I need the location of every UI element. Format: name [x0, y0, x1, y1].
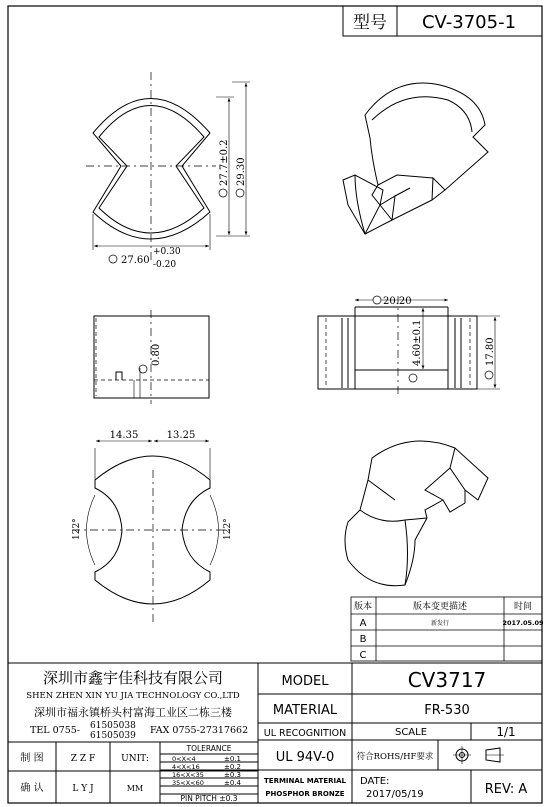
pin-pitch: PIN PITCH ±0.3: [180, 794, 238, 803]
material-label: MATERIAL: [272, 703, 338, 718]
rev-row-c-ver: C: [359, 650, 367, 661]
scale-value: 1/1: [496, 725, 516, 739]
dim-height-outer: [236, 157, 247, 197]
dim-width: [109, 247, 181, 270]
svg-text:20.20: 20.20: [383, 296, 412, 307]
bottom-view: [72, 441, 232, 625]
header-box: [343, 6, 542, 36]
terminal-label: TERMINAL MATERIAL: [264, 777, 346, 785]
unit-label: UNIT:: [121, 754, 149, 764]
rev-value: REV: A: [484, 782, 528, 797]
material-value: FR-530: [424, 703, 470, 718]
company-tel-label: TEL 0755-: [30, 725, 80, 736]
dim-height-inner: [219, 139, 230, 197]
dim-slot-width: [373, 296, 412, 307]
svg-text:27.7±0.2: 27.7±0.2: [219, 139, 230, 186]
company-tel-2: 61505039: [90, 731, 136, 741]
type-label: 型号: [353, 13, 387, 33]
model-value: CV3717: [407, 668, 487, 692]
rev-row-a-desc: 新发行: [430, 620, 450, 627]
tol-range-2: 4<X<16: [172, 763, 200, 771]
svg-text:29.30: 29.30: [236, 157, 247, 186]
dim-angle-right: 122°: [223, 518, 233, 540]
tolerance-title: TOLERANCE: [186, 744, 232, 753]
company-name-en: SHEN ZHEN XIN YU JIA TECHNOLOGY CO.,LTD: [26, 691, 240, 701]
rev-row-a-ver: A: [359, 618, 367, 629]
tol-value-4: ±0.4: [224, 779, 241, 787]
side-view: [318, 296, 500, 398]
dim-right-half: 13.25: [166, 430, 196, 441]
svg-text:+0.30: +0.30: [153, 247, 181, 257]
projection-symbol-icon: [453, 746, 504, 764]
svg-text:27.60: 27.60: [121, 255, 150, 266]
scale-label: SCALE: [394, 727, 428, 738]
svg-text:4.60±0.1: 4.60±0.1: [412, 319, 423, 366]
dim-pin: [139, 344, 162, 373]
tol-range-3: 16<X<35: [172, 771, 204, 779]
date-label: DATE:: [360, 776, 390, 787]
dim-slot-depth: [409, 319, 423, 382]
company-name-cn: 深圳市鑫宇佳科技有限公司: [42, 669, 224, 687]
tol-value-3: ±0.3: [224, 771, 241, 779]
type-value: CV-3705-1: [421, 12, 517, 33]
dim-angle-left: 122°: [72, 518, 82, 540]
iso-view-top: [343, 83, 488, 234]
rev-header-ver: 版本: [353, 602, 373, 612]
company-fax: FAX 0755-27317662: [150, 725, 249, 736]
check-label: 确 认: [20, 783, 44, 794]
rev-header-desc: 版本变更描述: [412, 602, 468, 612]
model-label: MODEL: [281, 674, 329, 689]
ul-value: UL 94V-0: [275, 750, 335, 765]
rev-header-date: 时间: [513, 602, 533, 612]
drawn-value: Z Z F: [70, 754, 96, 764]
ul-label: UL RECOGNITION: [263, 728, 347, 739]
svg-text:0.80: 0.80: [151, 343, 162, 366]
tol-value-1: ±0.1: [224, 755, 241, 763]
rev-row-a-date: 2017.05.09: [502, 619, 544, 627]
company-address: 深圳市福永镇桥头村富海工业区二栋三楼: [34, 706, 232, 719]
company-tel-1: 61505038: [90, 721, 136, 731]
rev-row-b-ver: B: [359, 634, 367, 645]
terminal-value: PHOSPHOR BRONZE: [265, 790, 345, 798]
dim-side-height: [485, 337, 496, 379]
tol-range-4: 35<X<60: [172, 779, 204, 787]
tol-value-2: ±0.2: [224, 763, 241, 771]
date-value: 2017/05/19: [366, 789, 424, 800]
tol-range-1: 0<X<4: [172, 755, 196, 763]
iso-view-bottom: [345, 441, 488, 586]
check-value: L Y J: [72, 784, 94, 794]
svg-text:-0.20: -0.20: [153, 260, 177, 270]
rohs-note: 符合ROHS/HF要求: [356, 752, 434, 762]
unit-value: MM: [126, 784, 144, 793]
dim-left-half: 14.35: [109, 430, 139, 441]
drawn-label: 制 图: [20, 753, 44, 764]
svg-text:17.80: 17.80: [485, 337, 496, 366]
